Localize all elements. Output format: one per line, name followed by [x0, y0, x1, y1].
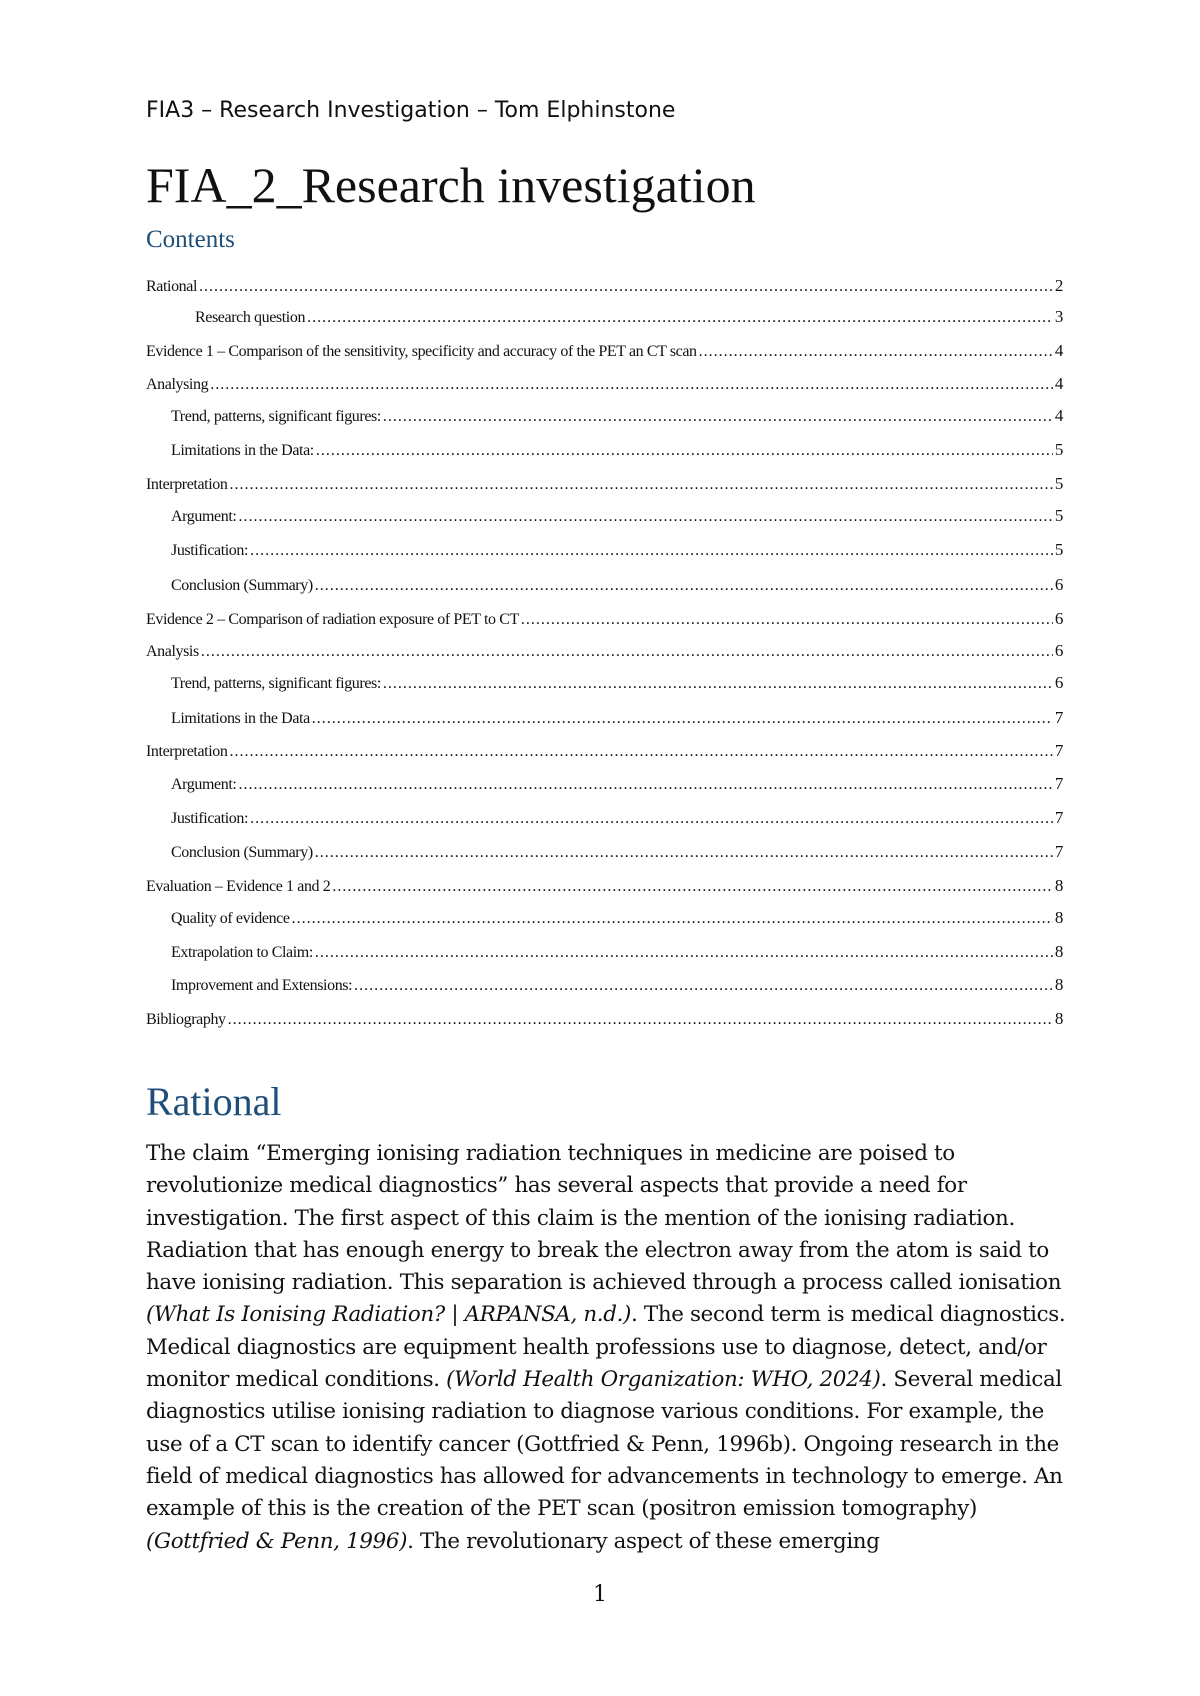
- toc-entry-page: 5: [1054, 506, 1063, 525]
- toc-dot-leader: [307, 309, 1053, 327]
- toc-entry-analysing[interactable]: [146, 374, 1063, 396]
- toc-entry-limitations-2[interactable]: [146, 708, 1063, 730]
- toc-dot-leader: [229, 476, 1052, 494]
- toc-entry-page: 5: [1054, 474, 1063, 493]
- toc-entry-label: Argument:: [171, 508, 237, 525]
- toc-entry-interpretation-1[interactable]: [146, 474, 1063, 496]
- toc-entry-page: 6: [1054, 609, 1063, 628]
- toc-entry-justification-2[interactable]: [146, 808, 1063, 830]
- toc-dot-leader: [699, 343, 1053, 361]
- toc-entry-label: Evidence 2 – Comparison of radiation exposure of PET to CT: [146, 611, 519, 628]
- toc-entry-page: 7: [1054, 808, 1063, 827]
- toc-entry-page: 7: [1054, 774, 1063, 793]
- toc-entry-evidence-1[interactable]: [146, 341, 1063, 363]
- paragraph-text: The claim “Emerging ionising radiation techniques in medicine are poised to revolutionize medical diagnostics” has several aspects that provide a need for investigation. The first aspect of this claim is the mention of the ionising radiation. Radiation that has enough energy to break the electron away from the atom is said to have ionising radiation. This separation is achieved through a process called ionisation: [146, 1141, 1062, 1296]
- toc-entry-label: Bibliography: [146, 1011, 226, 1028]
- toc-dot-leader: [312, 710, 1053, 728]
- toc-entry-page: 8: [1054, 908, 1063, 927]
- toc-dot-leader: [315, 844, 1053, 862]
- toc-entry-limitations-1[interactable]: [146, 440, 1063, 462]
- toc-entry-research-question[interactable]: [146, 307, 1063, 329]
- toc-entry-label: Evidence 1 – Comparison of the sensitivity, specificity and accuracy of the PET an CT scan: [146, 343, 697, 360]
- toc-entry-evaluation[interactable]: [146, 876, 1063, 898]
- toc-dot-leader: [354, 977, 1053, 995]
- toc-dot-leader: [383, 408, 1053, 426]
- toc-entry-conclusion-1[interactable]: [146, 575, 1063, 597]
- toc-dot-leader: [229, 743, 1052, 761]
- toc-entry-argument-1[interactable]: [146, 506, 1063, 528]
- toc-entry-page: 8: [1054, 876, 1063, 895]
- toc-entry-page: 3: [1054, 307, 1063, 326]
- toc-entry-label: Rational: [146, 278, 198, 295]
- toc-dot-leader: [292, 910, 1053, 928]
- page-header: FIA3 – Research Investigation – Tom Elphinstone: [146, 98, 676, 123]
- toc-entry-label: Extrapolation to Claim:: [171, 944, 313, 961]
- toc-entry-page: 8: [1054, 942, 1063, 961]
- toc-dot-leader: [250, 810, 1053, 828]
- toc-entry-page: 8: [1054, 975, 1063, 994]
- toc-entry-page: 4: [1054, 341, 1063, 360]
- citation-who: (World Health Organization: WHO, 2024): [446, 1367, 881, 1393]
- toc-entry-analysis[interactable]: [146, 641, 1063, 663]
- toc-dot-leader: [332, 878, 1053, 896]
- toc-entry-label: Justification:: [171, 810, 249, 827]
- toc-entry-quality-of-evidence[interactable]: [146, 908, 1063, 930]
- toc-entry-justification-1[interactable]: [146, 540, 1063, 562]
- toc-entry-argument-2[interactable]: [146, 774, 1063, 796]
- toc-entry-interpretation-2[interactable]: [146, 741, 1063, 763]
- toc-entry-label: Evaluation – Evidence 1 and 2: [146, 878, 331, 895]
- toc-entry-label: Limitations in the Data: [171, 710, 310, 727]
- toc-entry-label: Conclusion (Summary): [171, 577, 313, 594]
- toc-entry-page: 6: [1054, 673, 1063, 692]
- toc-dot-leader: [228, 1011, 1053, 1029]
- toc-entry-label: Quality of evidence: [171, 910, 290, 927]
- toc-entry-improvement[interactable]: [146, 975, 1063, 997]
- toc-heading: Contents: [146, 226, 235, 253]
- toc-entry-label: Limitations in the Data:: [171, 442, 314, 459]
- toc-entry-label: Analysis: [146, 643, 199, 660]
- toc-entry-page: 7: [1054, 741, 1063, 760]
- toc-entry-label: Research question: [195, 309, 306, 326]
- toc-dot-leader: [315, 944, 1053, 962]
- toc-entry-label: Justification:: [171, 542, 249, 559]
- paragraph-text: . The revolutionary aspect of these emerging: [407, 1528, 880, 1554]
- toc-entry-page: 7: [1054, 708, 1063, 727]
- toc-entry-rational[interactable]: [146, 276, 1063, 298]
- paragraph-text: . The second term is medical diagnostics. Medical diagnostics are equipment health professions use to diagnose, detect, and/or monitor medical conditions.: [146, 1302, 1066, 1393]
- citation-gottfried-penn: (Gottfried & Penn, 1996): [146, 1528, 408, 1554]
- toc-entry-page: 7: [1054, 842, 1063, 861]
- toc-entry-label: Trend, patterns, significant figures:: [171, 408, 381, 425]
- toc-dot-leader: [201, 643, 1053, 661]
- rational-paragraph: [146, 1138, 1066, 1558]
- toc-entry-page: 2: [1054, 276, 1063, 295]
- toc-dot-leader: [199, 278, 1053, 296]
- toc-entry-page: 5: [1054, 540, 1063, 559]
- toc-entry-page: 4: [1054, 406, 1063, 425]
- toc-dot-leader: [250, 542, 1053, 560]
- toc-dot-leader: [238, 508, 1052, 526]
- toc-entry-extrapolation[interactable]: [146, 942, 1063, 964]
- toc-entry-label: Improvement and Extensions:: [171, 977, 353, 994]
- toc-entry-page: 4: [1054, 374, 1063, 393]
- toc-entry-label: Interpretation: [146, 743, 228, 760]
- document-title: FIA_2_Research investigation: [146, 157, 756, 213]
- toc-dot-leader: [521, 611, 1053, 629]
- section-heading-rational: Rational: [146, 1079, 282, 1124]
- citation-arpansa: (What Is Ionising Radiation? | ARPANSA, n.d.): [146, 1302, 632, 1328]
- toc-dot-leader: [210, 376, 1053, 394]
- toc-entry-label: Interpretation: [146, 476, 228, 493]
- page-number: 1: [593, 1582, 607, 1607]
- toc-entry-label: Conclusion (Summary): [171, 844, 313, 861]
- toc-dot-leader: [383, 675, 1053, 693]
- toc-dot-leader: [316, 442, 1053, 460]
- toc-dot-leader: [315, 577, 1053, 595]
- toc-entry-label: Argument:: [171, 776, 237, 793]
- toc-dot-leader: [238, 776, 1052, 794]
- toc-entry-label: Trend, patterns, significant figures:: [171, 675, 381, 692]
- toc-entry-bibliography[interactable]: [146, 1009, 1063, 1031]
- toc-entry-conclusion-2[interactable]: [146, 842, 1063, 864]
- toc-entry-evidence-2[interactable]: [146, 609, 1063, 631]
- toc-entry-trend-patterns-2[interactable]: [146, 673, 1063, 695]
- paragraph-text: . Several medical diagnostics utilise ionising radiation to diagnose various conditions. For example, the use of a CT scan to identify cancer (Gottfried & Penn, 1996b). Ongoing research in the field of medical diagnostics has allowed for advancements in technology to emerge. An example of this is the creation of the PET scan (positron emission tomography): [146, 1367, 1063, 1522]
- toc-entry-page: 5: [1054, 440, 1063, 459]
- toc-entry-label: Analysing: [146, 376, 209, 393]
- toc-entry-page: 6: [1054, 641, 1063, 660]
- toc-entry-page: 6: [1054, 575, 1063, 594]
- toc-entry-page: 8: [1054, 1009, 1063, 1028]
- toc-entry-trend-patterns-1[interactable]: [146, 406, 1063, 428]
